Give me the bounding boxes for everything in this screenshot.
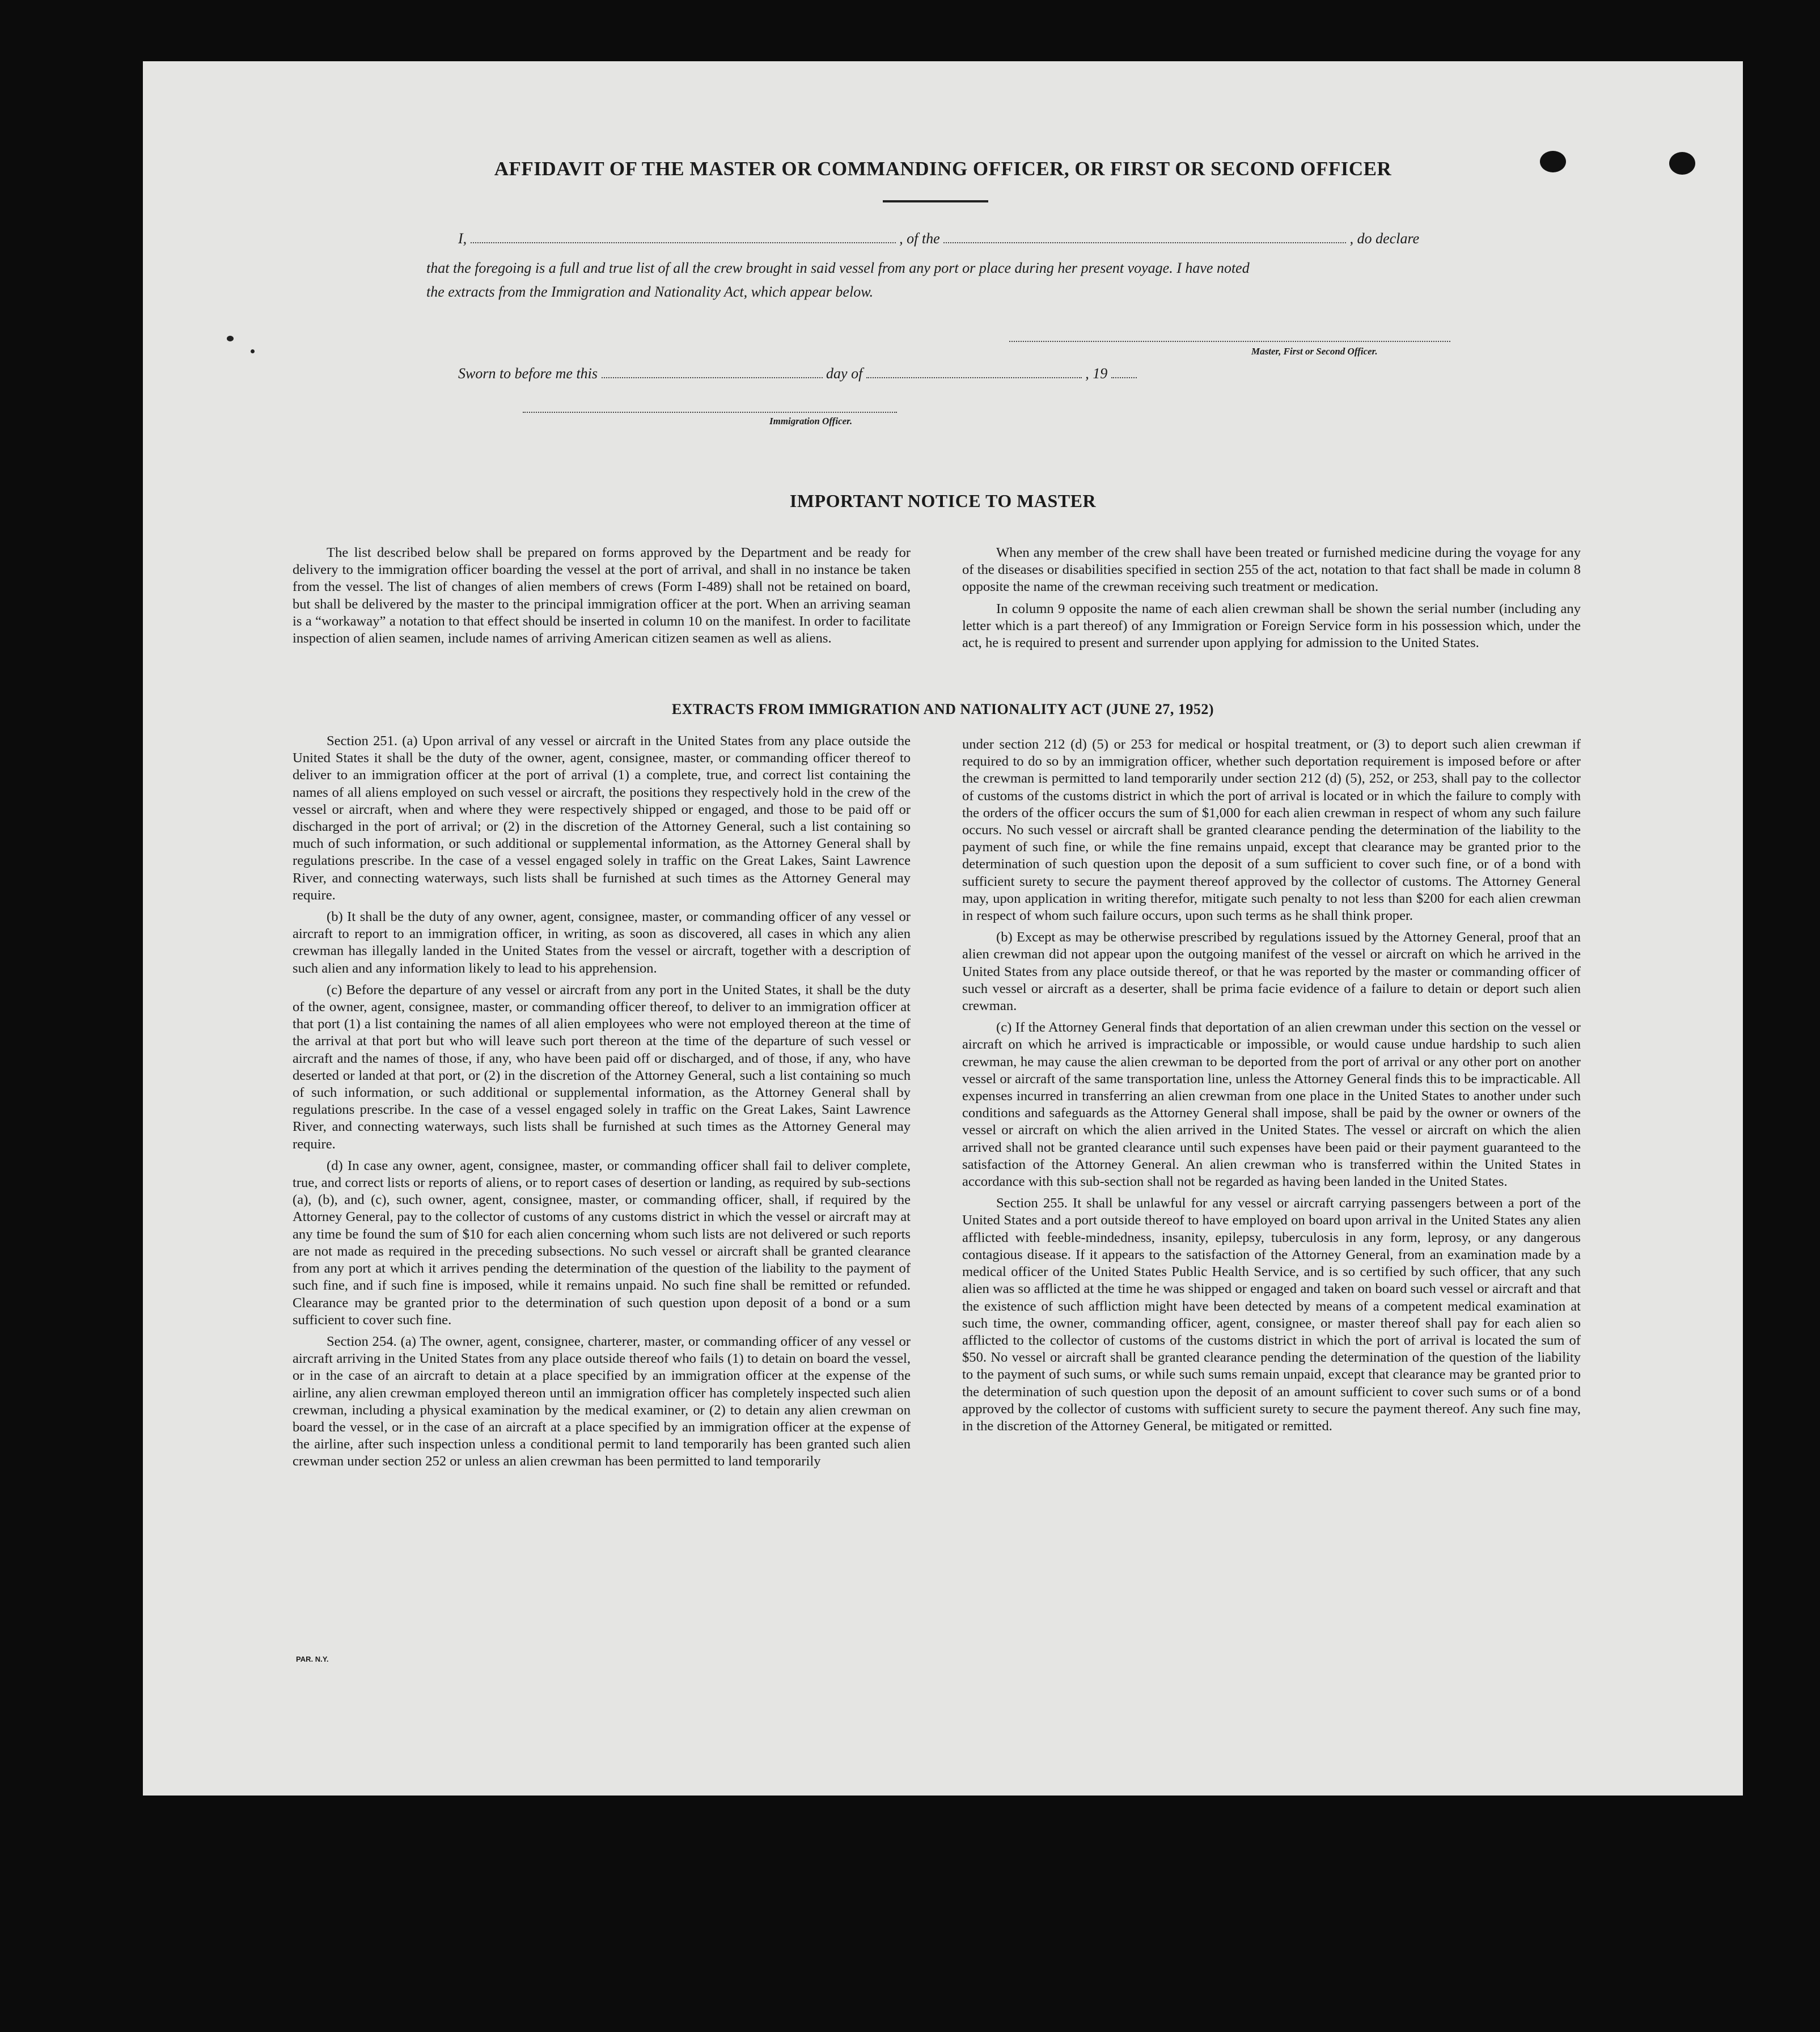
affidavit-title: AFFIDAVIT OF THE MASTER OR COMMANDING OFFICER, OR FIRST OR SECOND OFFICER xyxy=(494,158,1392,180)
notice-paragraph: In column 9 opposite the name of each alien crewman shall be shown the serial number (including any letter which is a part thereof) of any Immigration or Foreign Service form in his possession which, under the act, he is required to present and surrender upon applying for admission to the United States. xyxy=(962,601,1581,651)
extract-paragraph: (d) In case any owner, agent, consignee, master, or commanding officer shall fail to deliver complete, true, and correct lists or reports of aliens, or to report cases of desertion or landing, as required by sub-sections (a), (b), and (c), such owner, agent, consignee, master, or commanding officer, shall, if required by the Attorney General, pay to the collector of customs of any customs district in which the vessel or aircraft may at any time be found the sum of $10 for each alien concerning whom such lists are not delivered or such reports are not made as required in the preceding subsections. No such vessel or aircraft shall be granted clearance from any port at which it arrives pending the determination of the question of the liability to the payment of such fine, and if such fine is imposed, while it remains unpaid. No such fine shall be remitted or refunded. Clearance may be granted prior to the determination of such question upon deposit of a bond or a sum sufficient to cover such fine. xyxy=(293,1157,911,1328)
extract-paragraph: under section 212 (d) (5) or 253 for medical or hospital treatment, or (3) to deport such alien crewman if required to do so by an immigration officer, whether such deportation requirement is imposed before or after the crewman is permitted to land temporarily under section 212 (d) (5), 252, or 253, shall pay to the collector of customs of the customs district in which the port of arrival is located or in which the failure to comply with the orders of the officer occurs the sum of $1,000 for each alien crewman in respect of whom any such failure occurs. No such vessel or aircraft shall be granted clearance pending the determination of the liability to the payment of such fine, or while the fine remains unpaid, except that clearance may be granted prior to the determination of such question upon the deposit of a sum sufficient to cover such fine, or of a bond with sufficient surety to secure the payment thereof approved by the collector of customs. The Attorney General may, upon application in writing therefor, mitigate such penalty to not less than $200 for each alien crewman in respect of whom such failure occurs, upon such terms as he shall think proper. xyxy=(962,737,1581,924)
sworn-month-field[interactable] xyxy=(866,367,1082,378)
i-label: I, xyxy=(458,230,467,247)
vessel-field[interactable] xyxy=(943,232,1346,243)
statement-line-2: the extracts from the Immigration and Nationality Act, which appear below. xyxy=(426,284,874,300)
extracts-title: EXTRACTS FROM IMMIGRATION AND NATIONALITY ACT (JUNE 27, 1952) xyxy=(671,701,1214,717)
notice-paragraph: When any member of the crew shall have been treated or furnished medicine during the voyage for any of the diseases or disabilities specified in section 255 of the act, notation to that fact shall be made in column 8 opposite the name of the crewman receiving such treatment or medication. xyxy=(962,545,1581,595)
year-label: , 19 xyxy=(1085,365,1108,382)
extract-paragraph: (c) If the Attorney General finds that deportation of an alien crewman under this section on the vessel or aircraft on which he arrived is impracticable or impossible, or would cause undue hardship to such alien crewman, he may cause the alien crewman to be deported from the port of arrival or any other port on another vessel or aircraft of the same transportation line, unless the Attorney General finds this to be impracticable. All expenses incurred in transferring an alien crewman from one place in the United States to another under such conditions and safeguards as the Attorney General shall impose, shall be paid by the owner or owners of the vessel or aircraft on which the alien arrived in the United States. The vessel or aircraft on which the alien arrived shall not be granted clearance until such expenses have been paid or their payment guaranteed to the satisfaction of the Attorney General. An alien crewman who is transferred within the United States in accordance with this sub-section shall not be regarded as having been landed in the United States. xyxy=(962,1020,1581,1190)
extract-paragraph: (b) It shall be the duty of any owner, agent, consignee, master, or commanding officer of any vessel or aircraft to report to an immigration officer, in writing, as soon as discovered, all cases in which any alien crewman has illegally landed in the United States from the vessel or aircraft, together with a description of such alien and any information likely to lead to his apprehension. xyxy=(293,909,911,976)
notice-right-column xyxy=(962,544,1581,652)
extract-paragraph: (b) Except as may be otherwise prescribed by regulations issued by the Attorney General, proof that an alien crewman did not appear upon the outgoing manifest of the vessel or aircraft on which he arrived in the United States from any place outside thereof, or that he was reported by the master or commanding officer of such vessel or aircraft as a deserter, shall be prima facie evidence of a failure to detain or deport such alien crewman. xyxy=(962,930,1581,1014)
master-signature-line[interactable] xyxy=(1009,341,1450,342)
notice-left-column xyxy=(293,544,911,647)
notice-title: IMPORTANT NOTICE TO MASTER xyxy=(789,491,1097,511)
declaration-line xyxy=(458,230,1419,247)
extract-paragraph: Section 254. (a) The owner, agent, consignee, charterer, master, or commanding officer of any vessel or aircraft arriving in the United States from any place outside thereof who fails (1) to detain on board the vessel, or in the case of an aircraft to detain at a place specified by an immigration officer at the expense of the airline, any alien crewman employed thereon until an immigration officer has completely inspected such alien crewman, including a physical examination by the medical examiner, or (2) to detain any alien crewman on board the vessel, or in the case of an aircraft at a place specified by an immigration officer at the expense of the airline, after such inspection unless a conditional permit to land temporarily has been granted such alien crewman under section 252 or unless an alien crewman has been permitted to land temporarily xyxy=(293,1333,911,1469)
notice-paragraph: The list described below shall be prepared on forms approved by the Department and be ready for delivery to the immigration officer boarding the vessel at the port of arrival, and shall in no instance be taken from the vessel. The list of changes of alien members of crews (Form I-489) shall not be retained on board, but shall be delivered by the master to the principal immigration officer at the port. When an arriving seaman is a “workaway” a notation to that effect should be inserted in column 10 on the manifest. In order to facilitate inspection of alien seamen, include names of arriving American citizen seamen as well as aliens. xyxy=(293,545,911,647)
extract-paragraph: Section 251. (a) Upon arrival of any vessel or aircraft in the United States from any place outside the United States it shall be the duty of the owner, agent, consignee, master, or commanding officer thereof to deliver to an immigration officer at the port of arrival (1) a complete, true, and correct list containing the names of all aliens employed on such vessel or aircraft, the positions they respectively hold in the crew of the vessel or aircraft, when and where they were respectively shipped or engaged, and those to be paid off or discharged in the port of arrival; or (2) in the discretion of the Attorney General, such a list containing so much of such information, or such additional or supplemental information, as the Attorney General shall by regulations prescribe. In the case of a vessel engaged solely in traffic on the Great Lakes, Saint Lawrence River, and connecting waterways, such lists shall be furnished at such times as the Attorney General may require. xyxy=(293,733,911,903)
declare-label: , do declare xyxy=(1349,230,1420,247)
of-the-label: , of the xyxy=(899,230,940,247)
immigration-officer-signature-line[interactable] xyxy=(523,412,897,413)
form-page xyxy=(143,61,1743,1796)
immigration-officer-label: Immigration Officer. xyxy=(769,416,853,426)
sworn-label: Sworn to before me this xyxy=(458,365,598,382)
title-divider xyxy=(883,200,988,202)
extracts-right-column xyxy=(962,736,1581,1435)
extract-paragraph: (c) Before the departure of any vessel or aircraft from any port in the United States, it shall be the duty of the owner, agent, consignee, master, or commanding officer thereof, to deliver to an immigration officer at that port (1) a list containing the names of all alien employees who were not employed thereon at the time of the arrival at that port but who will leave such port thereon at the time of the departure of such vessel or aircraft and the names of those, if any, who have been paid off or discharged, and of those, if any, who have deserted or landed at that port, or (2) in the discretion of the Attorney General, such a list containing so much of such information, or such additional or supplemental information, as the Attorney General shall by regulations prescribe. In the case of a vessel engaged solely in traffic on the Great Lakes, Saint Lawrence River, and connecting waterways, such lists shall be furnished at such times as the Attorney General may require. xyxy=(293,982,911,1152)
printer-mark: PAR. N.Y. xyxy=(296,1655,329,1663)
master-signature-label: Master, First or Second Officer. xyxy=(1251,346,1378,357)
sworn-day-field[interactable] xyxy=(602,367,823,378)
day-of-label: day of xyxy=(826,365,863,382)
ink-speck xyxy=(251,349,255,353)
ink-speck xyxy=(227,336,234,341)
extract-paragraph: Section 255. It shall be unlawful for any vessel or aircraft carrying passengers between a port of the United States and a port outside thereof to have employed on board upon arrival in the United States any alien afflicted with feeble-mindedness, insanity, epilepsy, tuberculosis in any form, leprosy, or any dangerous contagious disease. If it appears to the satisfaction of the Attorney General, from an examination made by a medical officer of the United States Public Health Service, and is so certified by such officer, that any such alien was so afflicted at the time he was shipped or engaged and taken on board such vessel or aircraft and that the existence of such affliction might have been detected by means of a competent medical examination at such time, the owner, commanding officer, agent, consignee, or master thereof shall pay for each alien so afflicted to the collector of customs of the customs district in which the port of arrival is located the sum of $50. No vessel or aircraft shall be granted clearance pending the determination of the question of the liability to the payment of such sums, or while such sums remain unpaid, except that clearance may be granted prior to the determination of such question upon the deposit of an amount sufficient to cover such sums or of a bond approved by the collector of customs with sufficient surety to secure the payment thereof. Any such fine may, in the discretion of the Attorney General, be mitigated or remitted. xyxy=(962,1195,1581,1434)
statement-line-1: that the foregoing is a full and true list of all the crew brought in said vessel from any port or place during her present voyage. I have noted xyxy=(426,260,1250,276)
sworn-line xyxy=(458,365,1137,382)
sworn-year-field[interactable] xyxy=(1111,367,1137,378)
name-field[interactable] xyxy=(471,232,896,243)
extracts-left-column xyxy=(293,733,911,1471)
